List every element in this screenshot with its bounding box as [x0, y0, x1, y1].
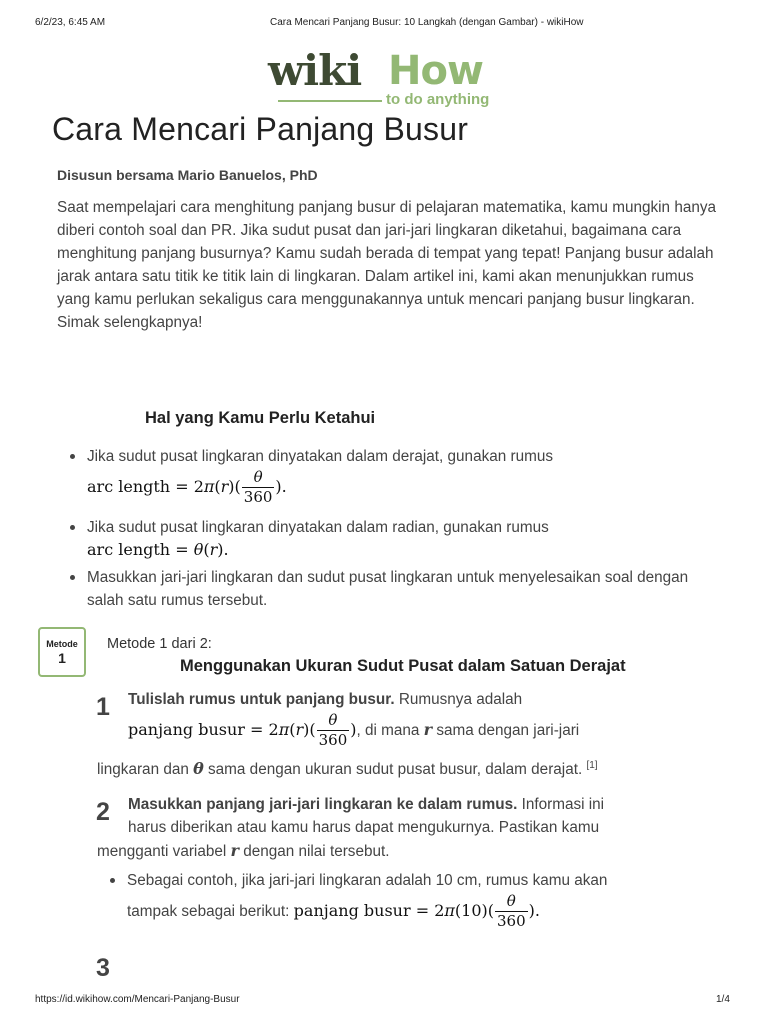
step-2-sub-line1: Sebagai contoh, jika jari-jari lingkaran adalah 10 cm, rumus kamu akan — [127, 872, 608, 889]
byline: Disusun bersama Mario Banuelos, PhD — [57, 167, 318, 183]
bullet-dot — [70, 454, 75, 459]
step-1-line1 — [128, 688, 522, 711]
step-1-line3: lingkaran dan θ sama dengan ukuran sudut pusat busur, dalam derajat. [1] — [97, 759, 598, 779]
method-count: Metode 1 dari 2: — [107, 636, 212, 652]
step-2-line3b: dengan nilai tersebut. — [243, 843, 390, 860]
step-3-number: 3 — [96, 954, 110, 982]
logo-wiki: wiki — [268, 46, 362, 95]
things-to-know-title: Hal yang Kamu Perlu Ketahui — [145, 409, 376, 427]
logo-tagline: to do anything — [386, 91, 490, 108]
logo-underline — [278, 100, 382, 102]
step-2-line3a: mengganti variabel — [97, 843, 227, 860]
step-2-sub-line2: tampak sebagai berikut: panjang busur = 2π(10)( $\frac{\theta}{360}$ ). — [127, 892, 540, 930]
step-2-rest: Informasi ini — [521, 796, 605, 813]
step-2-sub2: tampak sebagai berikut: — [127, 903, 290, 920]
logo-how: How — [388, 48, 483, 94]
step-2-bold: Masukkan panjang jari-jari lingkaran ke dalam rumus. — [128, 796, 518, 813]
step-1-line3a: lingkaran dan — [97, 761, 189, 779]
formula-2-lhs: arc length — [87, 540, 171, 559]
step-2-formula-lhs: panjang busur — [293, 901, 411, 920]
print-page-title: Cara Mencari Panjang Busur: 10 Langkah (dengan Gambar) - wikiHow — [270, 17, 584, 28]
step-2-line2: harus diberikan atau kamu harus dapat mengukurnya. Pastikan kamu — [128, 819, 600, 836]
step-2-line1 — [128, 793, 604, 816]
bullet-dot — [70, 525, 75, 530]
step-1-number: 1 — [96, 693, 110, 721]
method-badge-number: 1 — [58, 650, 66, 666]
step-1-after2: sama dengan jari-jari — [436, 722, 580, 739]
bullet-3-text: Masukkan jari-jari lingkaran dan sudut pusat lingkaran untuk menyelesaikan soal dengan salah satu rumus tersebut. — [87, 569, 689, 609]
step-1-rest: Rumusnya adalah — [398, 691, 523, 708]
bullet-dot — [70, 575, 75, 580]
wikihow-logo[interactable] — [268, 48, 508, 110]
step-1-formula-line: panjang busur = 2π(r)( $\frac{\theta}{360}$ ), di mana r sama dengan jari-jari — [128, 711, 580, 749]
bullet-2-text: Jika sudut pusat lingkaran dinyatakan dalam radian, gunakan rumus — [87, 519, 549, 536]
formula-radians: arc length = θ(r). — [87, 540, 229, 559]
step-1-line3b: sama dengan ukuran sudut pusat busur, dalam derajat. — [208, 761, 583, 779]
step-2-number: 2 — [96, 798, 110, 826]
page-title: Cara Mencari Panjang Busur — [52, 111, 469, 147]
method-badge-label: Metode — [46, 639, 78, 649]
reference-link[interactable]: [1] — [586, 760, 598, 771]
bullet-1-text: Jika sudut pusat lingkaran dinyatakan dalam derajat, gunakan rumus — [87, 448, 553, 465]
formula-degrees: arc length = 2π(r)( $\frac{\theta}{360}$ ). — [87, 468, 287, 506]
bullet-dot — [110, 878, 115, 883]
method-title: Menggunakan Ukuran Sudut Pusat dalam Satuan Derajat — [180, 657, 626, 675]
print-url: https://id.wikihow.com/Mencari-Panjang-Busur — [35, 994, 240, 1005]
method-badge[interactable] — [38, 627, 86, 677]
formula-1-lhs: arc length — [87, 477, 171, 496]
intro-paragraph: Saat mempelajari cara menghitung panjang busur di pelajaran matematika, kamu mungkin hanya diberi contoh soal dan PR. Jika sudut pusat dan jari-jari lingkaran diketahui, bagaimana cara menghitung panjang busurnya? Kamu sudah berada di tempat yang tepat! Panjang busur adalah jarak antara satu titik ke titik lain di lingkaran. Dalam artikel ini, kami akan menunjukkan rumus yang kamu perlukan sekaligus cara menggunakannya untuk mencari panjang busur lingkaran. Simak selengkapnya! — [57, 199, 716, 331]
step-2-line3: mengganti variabel r dengan nilai tersebut. — [97, 841, 390, 860]
step-1-formula-lhs: panjang busur — [128, 720, 245, 739]
step-1-after: , di mana — [356, 722, 420, 739]
step-1-bold: Tulislah rumus untuk panjang busur. — [128, 691, 395, 708]
print-datetime: 6/2/23, 6:45 AM — [35, 17, 106, 28]
print-page-number: 1/4 — [716, 994, 730, 1005]
